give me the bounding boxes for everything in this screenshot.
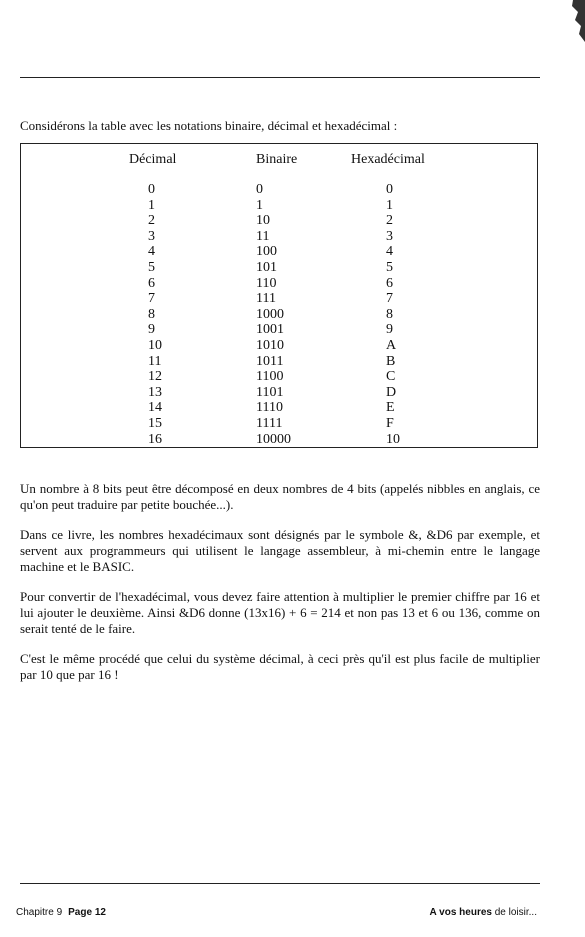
decimal-cell: 1 xyxy=(148,197,155,213)
hex-cell: 2 xyxy=(386,213,393,229)
decimal-cell: 10 xyxy=(148,337,162,353)
decimal-cell: 8 xyxy=(148,306,155,322)
binary-cell: 1000 xyxy=(256,306,284,322)
paragraph-conversion: Pour convertir de l'hexadécimal, vous devez faire attention à multiplier le premier chiffre par 16 et lui ajouter le deuxième. Ainsi &D6 donne (13x16) + 6 = 214 et non pas 13 et 6 ou 136, comme on serait tenté de le faire. xyxy=(20,589,540,636)
decimal-cell: 7 xyxy=(148,291,155,307)
decimal-cell: 9 xyxy=(148,322,155,338)
decimal-cell: 2 xyxy=(148,213,155,229)
decimal-cell: 13 xyxy=(148,384,162,400)
body-text xyxy=(20,481,540,697)
decimal-cell: 0 xyxy=(148,182,155,197)
binary-cell: 0 xyxy=(256,182,263,197)
footer-title-bold: A vos heures xyxy=(429,907,492,918)
binary-cell: 1001 xyxy=(256,322,284,338)
binary-cell: 101 xyxy=(256,259,277,275)
bottom-rule xyxy=(20,883,540,884)
decimal-cell: 12 xyxy=(148,369,162,385)
hex-cell: A xyxy=(386,337,397,353)
hex-cell: 3 xyxy=(386,228,393,244)
hex-cell: F xyxy=(386,415,394,431)
hex-cell: D xyxy=(386,384,397,400)
decimal-header: Décimal xyxy=(129,152,177,167)
decimal-cell: 11 xyxy=(148,353,162,369)
chapter-label: Chapitre 9 xyxy=(16,907,63,918)
binary-cell: 111 xyxy=(256,291,276,307)
footer-left xyxy=(16,907,106,918)
binary-cell: 10 xyxy=(256,213,270,229)
binary-cell: 1101 xyxy=(256,384,284,400)
binary-cell: 1 xyxy=(256,197,263,213)
hex-cell: 4 xyxy=(386,244,393,260)
top-rule xyxy=(20,77,540,78)
binary-header: Binaire xyxy=(256,152,298,167)
hex-column xyxy=(351,152,451,447)
footer-title-rest: de loisir... xyxy=(491,907,537,918)
hex-cell: 7 xyxy=(386,291,393,307)
decimal-cell: 15 xyxy=(148,415,162,431)
binary-cell: 1011 xyxy=(256,353,284,369)
binary-cell: 1110 xyxy=(256,400,283,416)
hex-cell: 1 xyxy=(386,197,393,213)
binary-column xyxy=(256,152,316,447)
corner-scan-mark xyxy=(563,0,585,42)
binary-cell: 100 xyxy=(256,244,277,260)
decimal-cell: 3 xyxy=(148,228,155,244)
hex-cell: E xyxy=(386,400,395,416)
page-label: Page 12 xyxy=(68,907,106,918)
hex-cell: 10 xyxy=(386,431,400,447)
paragraph-hex-notation: Dans ce livre, les nombres hexadécimaux sont désignés par le symbole &, &D6 par exemple, et servent aux programmeurs qui utilisent le langage assembleur, à mi-chemin entre le langage machine et le BASIC. xyxy=(20,527,540,574)
hex-cell: 8 xyxy=(386,306,393,322)
decimal-cell: 5 xyxy=(148,259,155,275)
decimal-column xyxy=(129,152,189,447)
decimal-cell: 16 xyxy=(148,431,162,447)
footer-right xyxy=(430,907,537,918)
decimal-cell: 4 xyxy=(148,244,155,260)
binary-cell: 110 xyxy=(256,275,277,291)
binary-cell: 1100 xyxy=(256,369,284,385)
decimal-cell: 6 xyxy=(148,275,155,291)
hex-cell: B xyxy=(386,353,396,369)
hex-cell: 9 xyxy=(386,322,393,338)
number-table xyxy=(20,143,538,448)
binary-cell: 1010 xyxy=(256,337,284,353)
binary-cell: 1111 xyxy=(256,415,283,431)
paragraph-decimal-comparison: C'est le même procédé que celui du système décimal, à ceci près qu'il est plus facile de multiplier par 10 que par 16 ! xyxy=(20,651,540,682)
paragraph-nibbles: Un nombre à 8 bits peut être décomposé en deux nombres de 4 bits (appelés nibbles en anglais, ce qu'on peut traduire par petite bouchée...). xyxy=(20,481,540,512)
decimal-cell: 14 xyxy=(148,400,162,416)
hex-cell: 6 xyxy=(386,275,393,291)
hex-cell: 0 xyxy=(386,182,393,197)
hex-cell: C xyxy=(386,369,396,385)
hex-cell: 5 xyxy=(386,259,393,275)
intro-text: Considérons la table avec les notations binaire, décimal et hexadécimal : xyxy=(20,118,398,133)
binary-cell: 10000 xyxy=(256,431,291,447)
hex-header: Hexadécimal xyxy=(351,152,425,167)
binary-cell: 11 xyxy=(256,228,270,244)
